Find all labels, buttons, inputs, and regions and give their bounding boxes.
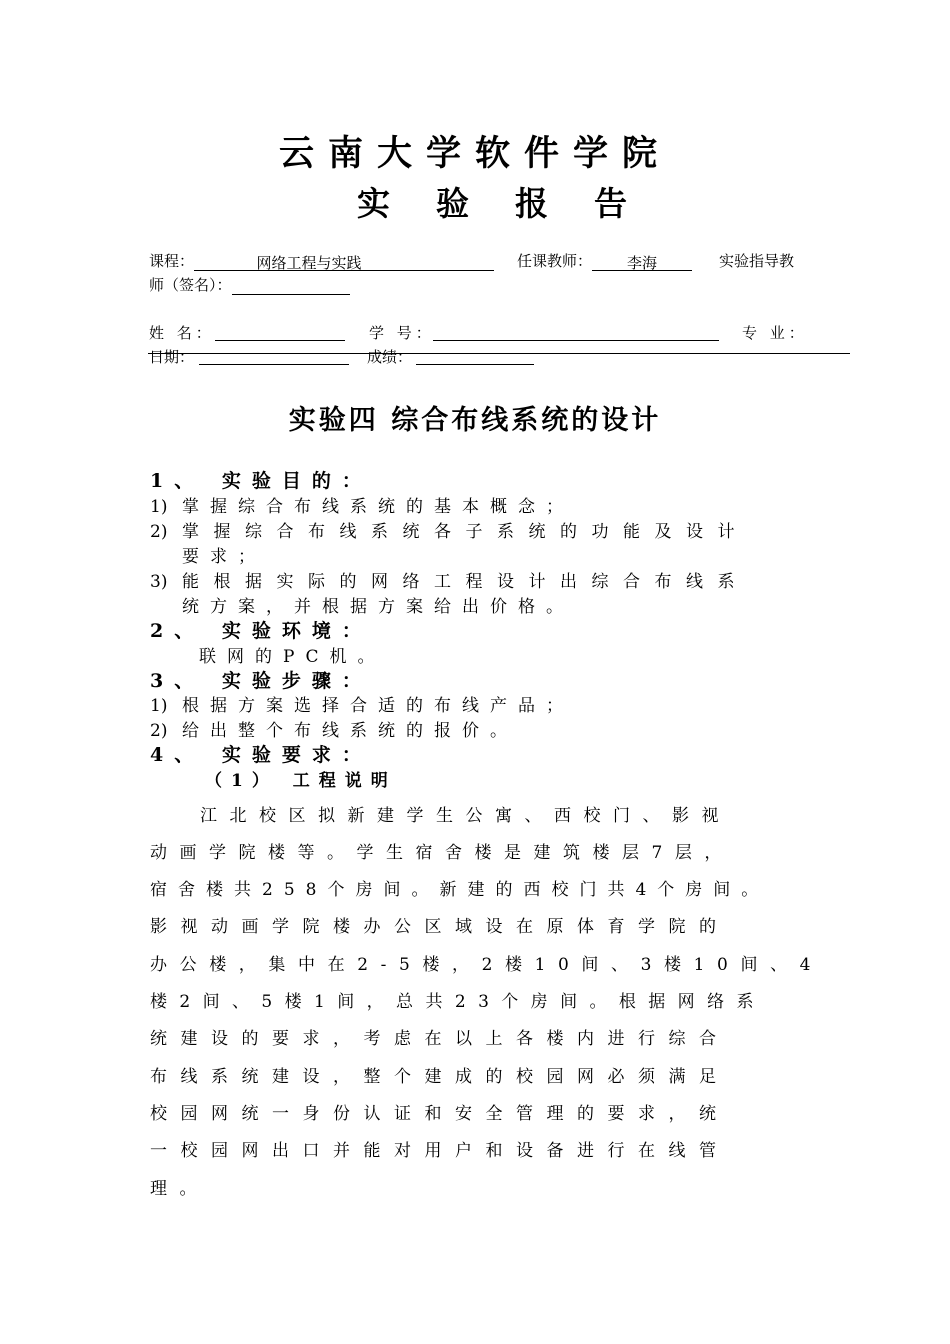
major-label: 专 业： bbox=[742, 324, 808, 342]
teacher-label: 任课教师： bbox=[517, 252, 593, 270]
teacher-value: 李海 bbox=[627, 254, 658, 272]
s2-text: 联网的PC机。 bbox=[199, 647, 386, 667]
paragraph-line: 布线系统建设，整个建成的校园网必须满足 bbox=[150, 1067, 730, 1087]
teacher-field[interactable] bbox=[592, 252, 692, 271]
guide-sign-field[interactable] bbox=[232, 276, 350, 295]
paragraph-line: 影视动画学院楼办公区域设在原体育学院的 bbox=[150, 917, 730, 937]
paragraph-line: 理。 bbox=[150, 1179, 209, 1199]
section-2-heading: 2、 实验环境： bbox=[150, 620, 372, 642]
paragraph-line: 动画学院楼等。学生宿舍楼是建筑楼层7层， bbox=[150, 843, 734, 863]
date-label: 日期： bbox=[149, 348, 195, 366]
course-value: 网络工程与实践 bbox=[256, 254, 362, 272]
s1-item-1: 1) 掌握综合布线系统的基本概念； bbox=[150, 497, 574, 517]
school-title: 云南大学软件学院 bbox=[278, 133, 671, 174]
teacher-row bbox=[517, 250, 692, 271]
s1-item-3: 3) 能根据实际的网络工程设计出综合布线系 bbox=[150, 572, 749, 592]
s1-item-3-cont: 统方案，并根据方案给出价格。 bbox=[182, 597, 574, 617]
score-field[interactable] bbox=[416, 346, 534, 365]
name-label: 姓 名： bbox=[149, 324, 215, 342]
s3-item-1: 1) 根据方案选择合适的布线产品； bbox=[150, 696, 574, 716]
paragraph-line: 楼2间、5楼1间，总共23个房间。根据网络系 bbox=[150, 992, 766, 1012]
experiment-title: 实验四 综合布线系统的设计 bbox=[288, 405, 662, 436]
guide-row bbox=[149, 274, 350, 295]
report-title: 实验报告 bbox=[357, 184, 673, 223]
section-3-heading: 3、 实验步骤： bbox=[150, 670, 372, 692]
paragraph-line: 办公楼，集中在2-5楼，2楼10间、3楼10间、4 bbox=[150, 955, 824, 975]
course-row bbox=[149, 250, 494, 271]
section-1-heading: 1、 实验目的： bbox=[150, 470, 372, 492]
name-field[interactable] bbox=[215, 322, 345, 341]
score-label: 成绩： bbox=[367, 348, 413, 366]
course-label: 课程： bbox=[149, 252, 195, 270]
name-row bbox=[149, 322, 215, 343]
course-field[interactable] bbox=[194, 252, 494, 271]
guide-label-a: 实验指导教 bbox=[719, 252, 795, 270]
s3-item-2: 2) 给出整个布线系统的报价。 bbox=[150, 721, 518, 741]
date-field[interactable] bbox=[199, 346, 349, 365]
s1-item-2-cont: 要求； bbox=[182, 547, 266, 567]
strike-line bbox=[148, 353, 850, 354]
section-4-heading: 4、 实验要求： bbox=[150, 744, 372, 766]
paragraph-line: 宿舍楼共258个房间。新建的西校门共4个房间。 bbox=[150, 880, 770, 900]
paragraph-line: 校园网统一身份认证和安全管理的要求，统 bbox=[150, 1104, 730, 1124]
guide-label-b: 师（签名）： bbox=[149, 276, 232, 294]
id-field[interactable] bbox=[433, 322, 719, 341]
id-label: 学 号： bbox=[369, 324, 435, 342]
s1-item-2: 2) 掌握综合布线系统各子系统的功能及设计 bbox=[150, 522, 749, 542]
s4-subheading: （1） 工程说明 bbox=[205, 771, 397, 791]
paragraph-line: 一校园网出口并能对用户和设备进行在线管 bbox=[150, 1141, 730, 1161]
paragraph-line: 统建设的要求，考虑在以上各楼内进行综合 bbox=[150, 1029, 730, 1049]
paragraph-line: 江北校区拟新建学生公寓、西校门、影视 bbox=[200, 806, 731, 826]
